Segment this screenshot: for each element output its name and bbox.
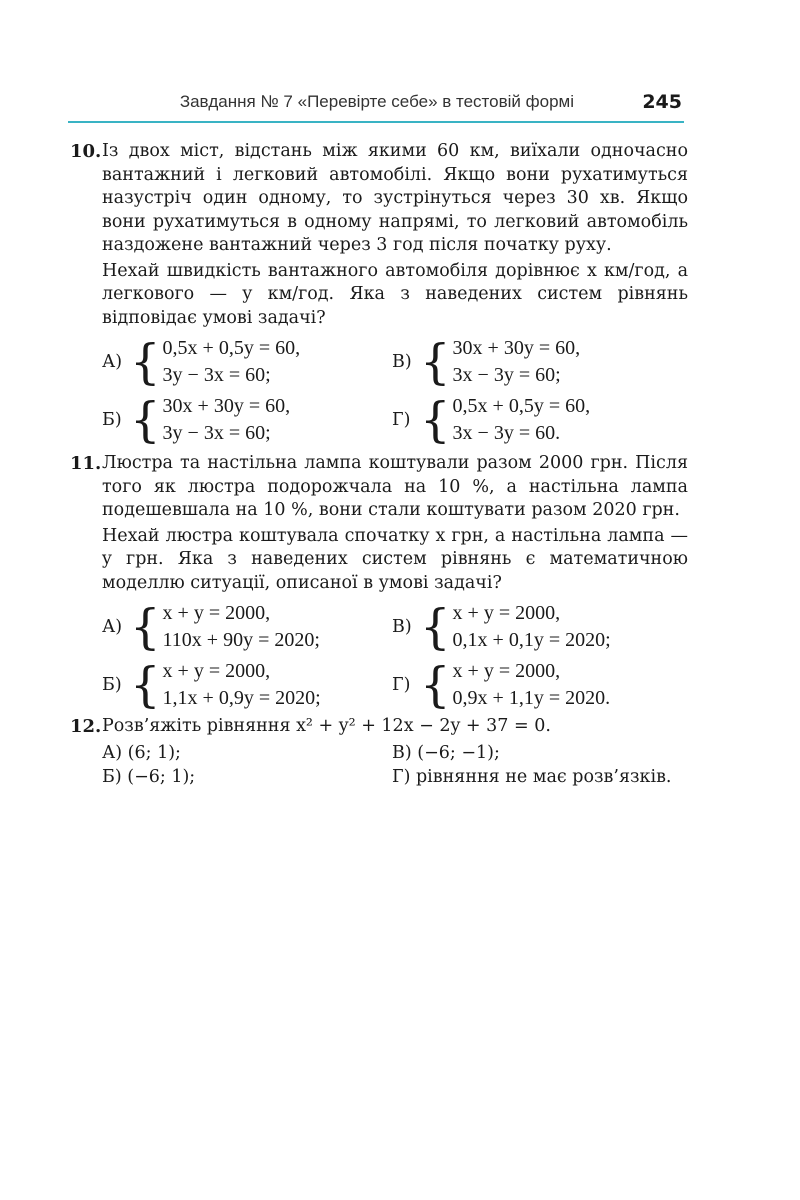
equation-system (163, 393, 291, 447)
answer-option: В) (−6; −1); (392, 742, 500, 763)
option-label: В) (392, 617, 412, 637)
task-question: Нехай люстра коштувала спочатку x грн, а настільна лампа — y грн. Яка з наведених систем рівнянь є математичною моделлю ситуації, описаної в умові задачі? (102, 525, 688, 593)
system-brace: { (130, 657, 161, 713)
page-header (68, 0, 684, 124)
equation: 0,5x + 0,5y = 60, (162, 337, 301, 359)
system-brace: { (420, 392, 451, 448)
equation-system (163, 658, 321, 712)
system-brace: { (420, 599, 451, 655)
answer-options (102, 741, 688, 789)
task-text: Люстра та настільна лампа коштували разом 2000 грн. Після того як люстра подорожчала на 10 %, а настільна лампа подешевшала на 10 %, вони стали коштувати разом 2020 грн. (102, 453, 688, 520)
option-label: Г) (392, 675, 411, 695)
option-label: А) (102, 617, 123, 637)
task-number: 12. (70, 716, 102, 737)
equation: x + y = 2000, (452, 602, 561, 624)
equation: 30x + 30y = 60, (162, 395, 291, 417)
answer-option: Г) рівняння не має розв’язків. (392, 766, 672, 787)
answer-option: Б) (−6; 1); (102, 766, 196, 787)
answer-option (392, 334, 692, 390)
equation-system (453, 393, 591, 447)
equation: 3y − 3x = 60; (162, 422, 271, 444)
equation-system (163, 600, 320, 654)
option-label: А) (102, 352, 123, 372)
answer-option (392, 657, 692, 713)
answer-option (102, 334, 392, 390)
equation: x + y = 2000, (162, 660, 271, 682)
answer-option (392, 392, 692, 448)
equation-system (453, 335, 581, 389)
section-title: Завдання № 7 «Перевірте себе» в тестовій формі (179, 92, 574, 111)
equation: x + y = 2000, (452, 660, 561, 682)
option-label: В) (392, 352, 412, 372)
task-11 (70, 452, 688, 713)
system-brace: { (130, 334, 161, 390)
task-number: 10. (70, 141, 102, 162)
option-label: Б) (102, 675, 122, 695)
option-label: Б) (102, 410, 122, 430)
page-content (70, 140, 688, 789)
task-12 (70, 715, 688, 789)
answer-option (392, 599, 692, 655)
equation-system (453, 600, 611, 654)
option-label: Г) (392, 410, 411, 430)
page-number: 245 (642, 91, 682, 113)
answer-options (102, 334, 688, 448)
equation: 3x − 3y = 60; (452, 364, 561, 386)
system-brace: { (130, 599, 161, 655)
equation: 0,9x + 1,1y = 2020. (452, 687, 611, 709)
system-brace: { (130, 392, 161, 448)
equation: x + y = 2000, (162, 602, 271, 624)
task-text: Із двох міст, відстань між якими 60 км, виїхали одночасно вантажний і легковий автомобілі. Якщо вони рухатимуться назустріч один одному, то зустрінуться через 30 хв. Якщо вони рухатимуться в одному напрямі, то легковий автомобіль наздожене вантажний через 3 год після початку руху. (102, 141, 688, 255)
task-number: 11. (70, 453, 102, 474)
system-brace: { (420, 657, 451, 713)
system-brace: { (420, 334, 451, 390)
answer-option (102, 392, 392, 448)
equation-system (453, 658, 611, 712)
equation: 0,5x + 0,5y = 60, (452, 395, 591, 417)
answer-options (102, 599, 688, 713)
task-question: Розв’яжіть рівняння x² + y² + 12x − 2y + 37 = 0. (102, 716, 551, 736)
equation: 30x + 30y = 60, (452, 337, 581, 359)
equation: 3x − 3y = 60. (452, 422, 561, 444)
equation: 110x + 90y = 2020; (162, 629, 320, 651)
header-divider (68, 121, 684, 123)
equation: 3y − 3x = 60; (162, 364, 271, 386)
equation: 0,1x + 0,1y = 2020; (452, 629, 611, 651)
task-question: Нехай швидкість вантажного автомобіля дорівнює x км/год, а легкового — y км/год. Яка з наведених систем рівнянь відповідає умові задачі? (102, 260, 688, 328)
answer-option (102, 657, 392, 713)
answer-option (102, 599, 392, 655)
task-10 (70, 140, 688, 448)
equation: 1,1x + 0,9y = 2020; (162, 687, 321, 709)
answer-option: А) (6; 1); (102, 742, 181, 763)
equation-system (163, 335, 301, 389)
